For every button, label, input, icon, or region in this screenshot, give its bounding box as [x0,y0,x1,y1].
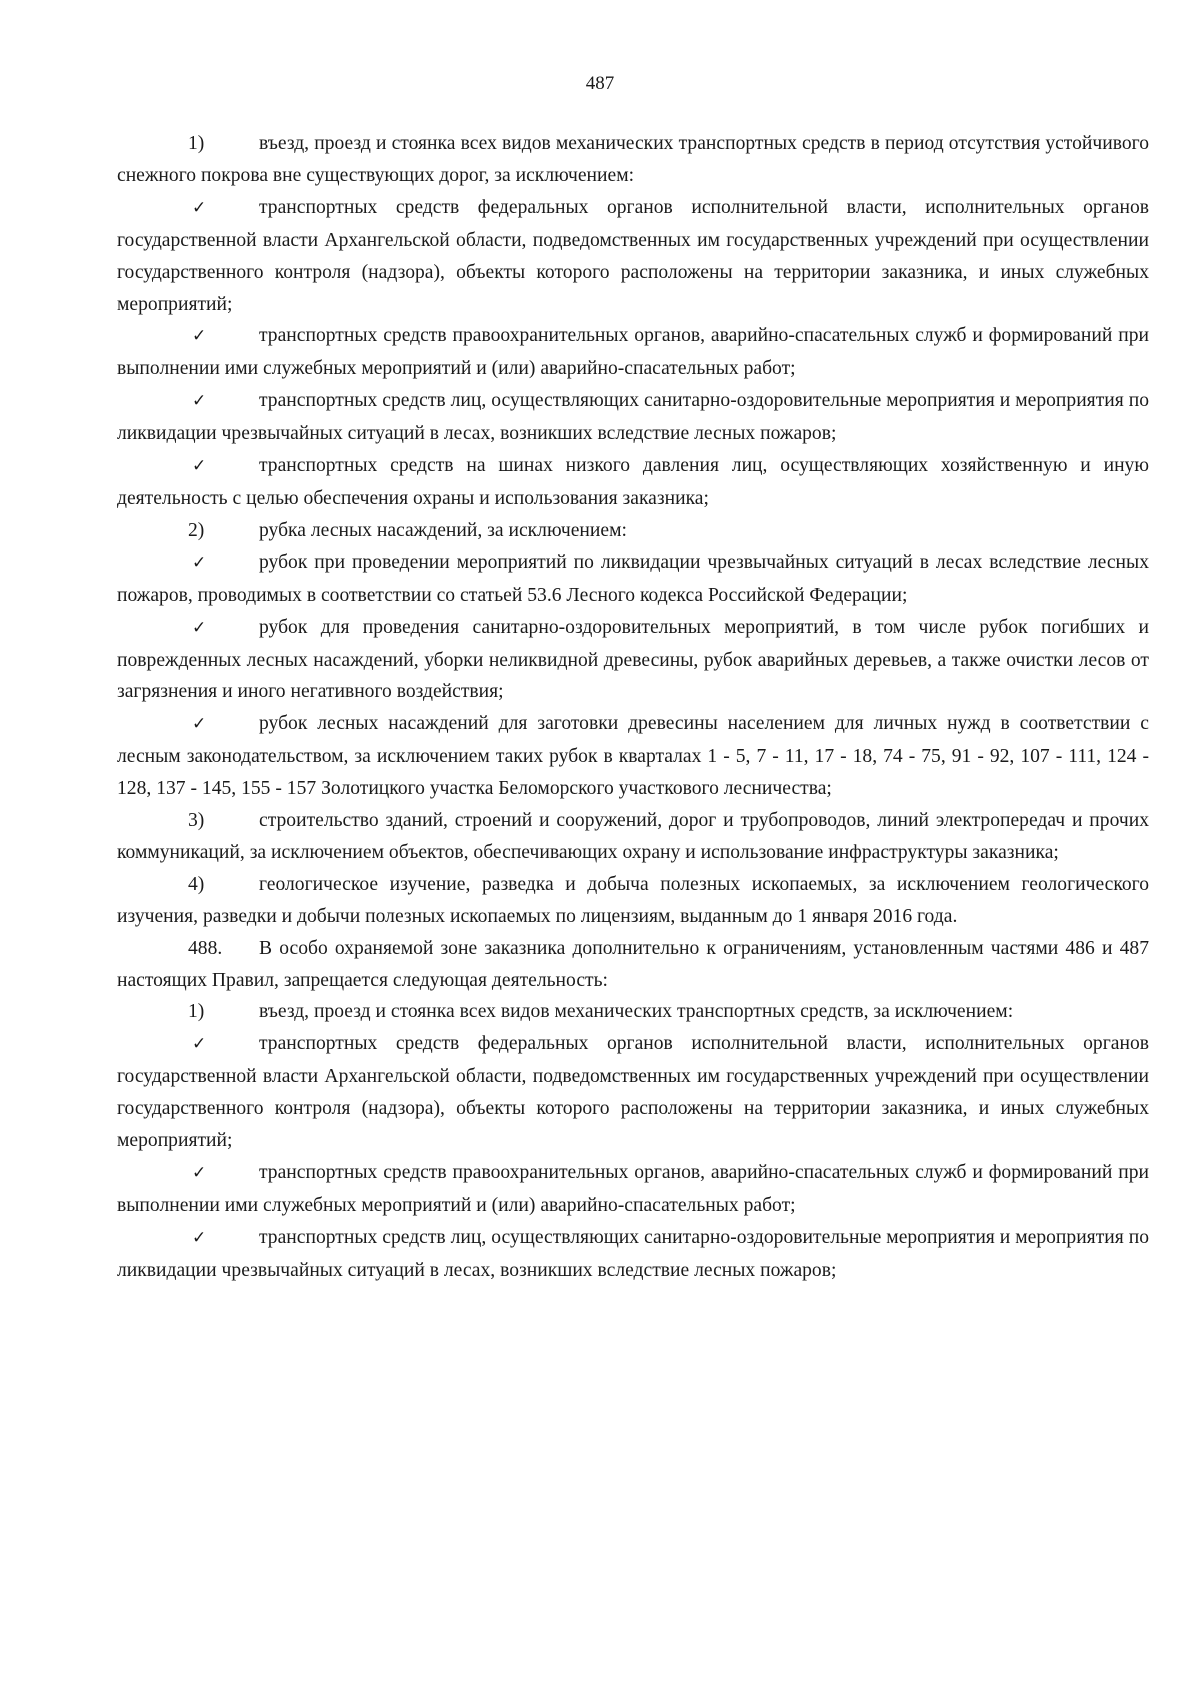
paragraph-text: транспортных средств федеральных органов исполнительной власти, исполнительных органов государственной власти Архангельской области, подведомственных им государственных учреждений при осуществлении государственного контроля (надзора), объекты которого расположены на территории заказника, и иных служебных мероприятий; [117,196,1149,315]
paragraph-text: рубок лесных насаждений для заготовки древесины населением для личных нужд в соответствии с лесным законодательством, за исключением таких рубок в кварталах 1 - 5, 7 - 11, 17 - 18, 74 - 75, 91 - 92, 107 - 111, 124 - 128, 137 - 145, 155 - 157 Золотицкого участка Беломорского участкового лесничества; [117,713,1149,800]
paragraph-text: въезд, проезд и стоянка всех видов механических транспортных средств, за исключением: [259,1001,1014,1023]
numbered-paragraph [117,869,1149,933]
bullet-paragraph [117,612,1149,709]
bullet-paragraph [117,320,1149,385]
bullet-paragraph [117,450,1149,515]
paragraph-text: транспортных средств лиц, осуществляющих санитарно-оздоровительные мероприятия и мероприятия по ликвидации чрезвычайных ситуаций в лесах, возникших вследствие лесных пожаров; [117,390,1149,445]
page-number: 487 [585,73,615,94]
numbered-paragraph [117,996,1149,1028]
checkmark-icon: ✓ [192,1034,207,1055]
paragraph-text: рубка лесных насаждений, за исключением: [259,519,627,541]
paragraph-text: геологическое изучение, разведка и добыча полезных ископаемых, за исключением геологического изучения, разведки и добычи полезных ископаемых по лицензиям, выданным до 1 января 2016 года. [117,873,1149,927]
item-number: 3) [188,810,205,832]
bullet-paragraph [117,192,1149,321]
checkmark-icon: ✓ [192,1163,207,1183]
checkmark-icon: ✓ [192,456,207,477]
paragraph-text: В особо охраняемой зоне заказника дополнительно к ограничениям, установленным частями 486 и 487 настоящих Правил, запрещается следующая деятельность: [117,937,1149,991]
checkmark-icon: ✓ [192,552,207,573]
paragraph-text: рубок при проведении мероприятий по ликвидации чрезвычайных ситуаций в лесах вследствие лесных пожаров, проводимых в соответствии со статьей 53.6 Лесного кодекса Российской Федерации; [117,551,1149,606]
item-number: 4) [188,873,205,895]
paragraph-text: транспортных средств правоохранительных органов, аварийно-спасательных служб и формирований при выполнении ими служебных мероприятий и (или) аварийно-спасательных работ; [117,1162,1149,1216]
paragraph-text: транспортных средств лиц, осуществляющих санитарно-оздоровительные мероприятия и мероприятия по ликвидации чрезвычайных ситуаций в лесах, возникших вследствие лесных пожаров; [117,1226,1149,1281]
checkmark-icon: ✓ [192,714,207,735]
item-number: 2) [188,519,205,541]
numbered-paragraph [117,805,1149,869]
checkmark-icon: ✓ [192,197,207,218]
paragraph-text: рубок для проведения санитарно-оздоровительных мероприятий, в том числе рубок погибших и поврежденных лесных насаждений, уборки неликвидной древесины, рубок аварийных деревьев, а также очистки лесов от загрязнения и иного негативного воздействия; [117,616,1149,703]
bullet-paragraph [117,547,1149,612]
bullet-paragraph [117,385,1149,450]
checkmark-icon: ✓ [192,617,207,638]
article-paragraph [117,933,1149,997]
bullet-paragraph [117,1222,1149,1287]
item-number: 1) [188,133,205,154]
checkmark-icon: ✓ [192,391,207,412]
paragraph-text: транспортных средств правоохранительных органов, аварийно-спасательных служб и формирований при выполнении ими служебных мероприятий и (или) аварийно-спасательных работ; [117,325,1149,380]
paragraph-text: транспортных средств федеральных органов исполнительной власти, исполнительных органов государственной власти Архангельской области, подведомственных им государственных учреждений при осуществлении государственного контроля (надзора), объекты которого расположены на территории заказника, и иных служебных мероприятий; [117,1033,1149,1152]
checkmark-icon: ✓ [192,326,207,347]
checkmark-icon: ✓ [192,1227,207,1248]
numbered-paragraph [117,128,1149,192]
item-number: 1) [188,1001,205,1023]
paragraph-text: транспортных средств на шинах низкого давления лиц, осуществляющих хозяйственную и иную деятельность с целью обеспечения охраны и использования заказника; [117,455,1149,509]
bullet-paragraph [117,1028,1149,1157]
document-body [117,128,1149,1287]
bullet-paragraph [117,708,1149,805]
paragraph-text: въезд, проезд и стоянка всех видов механических транспортных средств в период отсутствия устойчивого снежного покрова вне существующих дорог, за исключением: [117,133,1149,186]
article-number: 488. [188,937,223,959]
numbered-paragraph [117,515,1149,547]
bullet-paragraph [117,1157,1149,1222]
paragraph-text: строительство зданий, строений и сооружений, дорог и трубопроводов, линий электропередач и прочих коммуникаций, за исключением объектов, обеспечивающих охрану и использование инфраструктуры заказника; [117,810,1149,863]
